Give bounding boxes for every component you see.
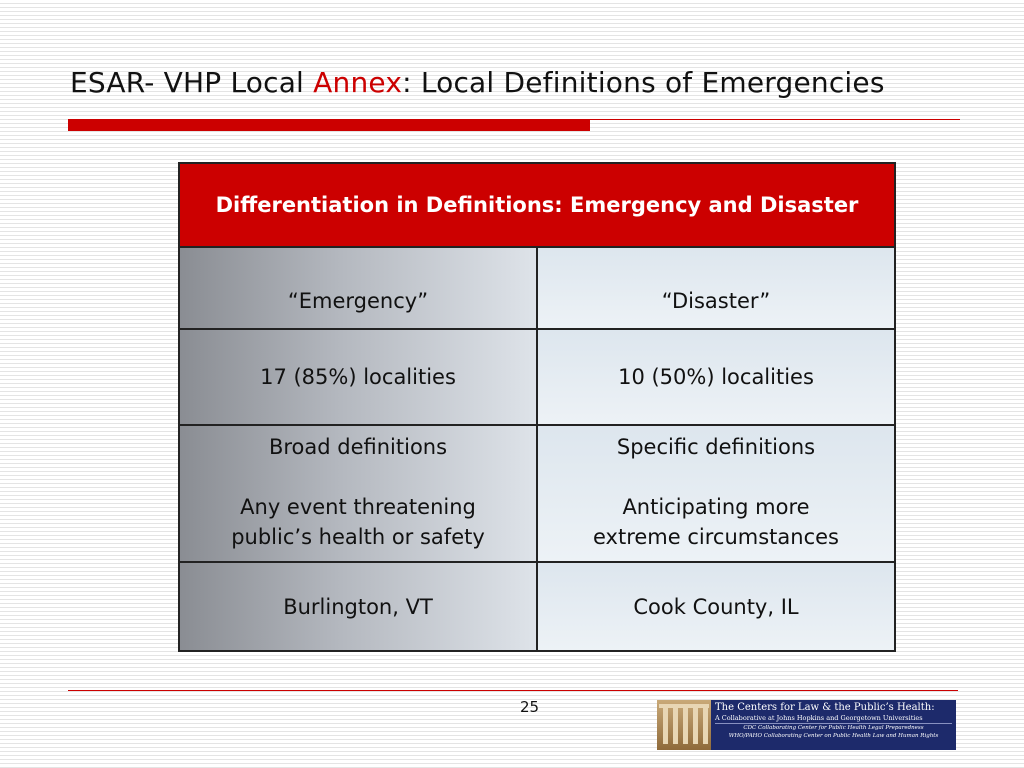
disaster-definition-line-1: Anticipating more xyxy=(622,495,810,519)
emergency-definition-heading: Broad definitions xyxy=(268,435,448,459)
logo-line-1: CDC Collaborating Center for Public Health Legal Preparedness xyxy=(743,725,924,731)
logo-line-2: WHO/PAHO Collaborating Center on Public Health Law and Human Rights xyxy=(728,733,939,739)
table-cell-emergency-count: 17 (85%) localities xyxy=(180,330,538,426)
table-cell-emergency-label: “Emergency” xyxy=(180,248,538,330)
table-cell-disaster-definition xyxy=(538,426,894,563)
definitions-table xyxy=(178,162,896,652)
disaster-definition-line-2: extreme circumstances xyxy=(593,525,839,549)
emergency-definition-line-1: Any event threatening xyxy=(240,495,476,519)
title-underline-bar xyxy=(68,119,590,131)
footer-divider xyxy=(68,690,958,691)
title-underline-line xyxy=(590,119,960,120)
pillars-icon xyxy=(657,700,711,750)
page-number: 25 xyxy=(520,698,540,716)
slide-title-suffix: : Local Definitions of Emergencies xyxy=(402,66,885,99)
table-cell-disaster-label: “Disaster” xyxy=(538,248,894,330)
table-cell-emergency-example: Burlington, VT xyxy=(180,563,538,650)
logo-text-block xyxy=(711,700,956,750)
emergency-definition-line-2: public’s health or safety xyxy=(231,525,485,549)
disaster-definition-heading: Specific definitions xyxy=(616,435,816,459)
slide-title xyxy=(70,66,1010,99)
slide-title-accent: Annex xyxy=(313,66,403,99)
table-cell-emergency-definition xyxy=(180,426,538,563)
centers-for-law-logo xyxy=(657,700,956,750)
logo-main-text: The Centers for Law & the Public’s Health: xyxy=(715,702,935,713)
table-cell-disaster-example: Cook County, IL xyxy=(538,563,894,650)
logo-sub-text: A Collaborative at Johns Hopkins and Georgetown Universities xyxy=(715,714,952,724)
table-cell-disaster-count: 10 (50%) localities xyxy=(538,330,894,426)
slide-title-prefix: ESAR- VHP Local xyxy=(70,66,314,99)
table-header: Differentiation in Definitions: Emergency and Disaster xyxy=(180,164,894,248)
